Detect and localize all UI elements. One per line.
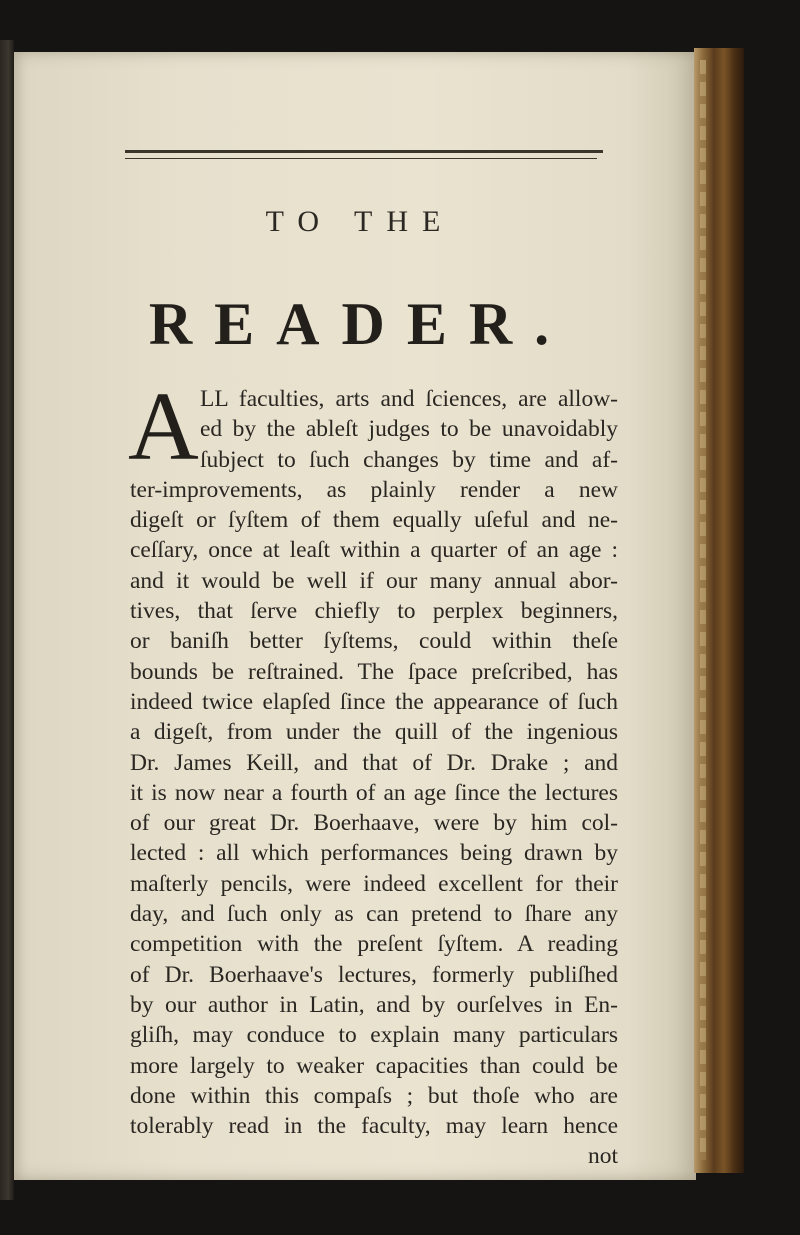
text-line: it is now near a fourth of an age ſince the lectures [130, 779, 618, 806]
text-line: ceſſary, once at leaſt within a quarter of an age : [130, 537, 618, 564]
text-line: ter-improvements, as plainly render a new [130, 476, 618, 503]
spine-gilding [700, 60, 706, 1160]
text-line: maſterly pencils, were indeed excellent for their [130, 870, 618, 897]
text-line: Dr. James Keill, and that of Dr. Drake ; and [130, 749, 618, 776]
text-line: tives, that ſerve chiefly to perplex beginners, [130, 598, 618, 625]
text-line: done within this compaſs ; but thoſe who are [130, 1082, 618, 1109]
text-line: by our author in Latin, and by ourſelves in En- [130, 991, 618, 1018]
text-line: bounds be reſtrained. The ſpace preſcribed, has [130, 658, 618, 685]
text-line: digeſt or ſyſtem of them equally uſeful and ne- [130, 507, 618, 534]
text-line: a digeſt, from under the quill of the ingenious [130, 719, 618, 746]
top-rule-thick [125, 150, 603, 153]
text-line: gliſh, may conduce to explain many particulars [130, 1022, 618, 1049]
text-line: LL faculties, arts and ſciences, are allow- [200, 386, 618, 412]
drop-cap: A [128, 373, 199, 481]
body-paragraph [128, 373, 618, 1172]
top-rule-thin [125, 158, 597, 159]
text-line: of our great Dr. Boerhaave, were by him col- [130, 810, 618, 837]
text-line: more largely to weaker capacities than could be [130, 1052, 618, 1079]
heading-reader: READER. [148, 291, 572, 357]
text-line: tolerably read in the faculty, may learn hence [130, 1113, 618, 1140]
text-line: competition with the preſent ſyſtem. A reading [130, 931, 618, 958]
text-line: ed by the ableſt judges to be unavoidably [200, 416, 618, 443]
text-line: day, and ſuch only as can pretend to ſhare any [130, 901, 618, 928]
text-line: and it would be well if our many annual abor- [130, 567, 618, 594]
text-line: ſubject to ſuch changes by time and af- [200, 446, 618, 473]
text-line: indeed twice elapſed ſince the appearance of ſuch [130, 688, 618, 715]
catchword: not [587, 1143, 618, 1170]
book-edge-left [0, 40, 14, 1200]
text-line: or baniſh better ſyſtems, could within theſe [130, 628, 618, 655]
text-line: of Dr. Boerhaave's lectures, formerly publiſhed [130, 961, 618, 988]
heading-to-the: TO THE [265, 205, 455, 238]
text-line: lected : all which performances being drawn by [130, 840, 618, 867]
